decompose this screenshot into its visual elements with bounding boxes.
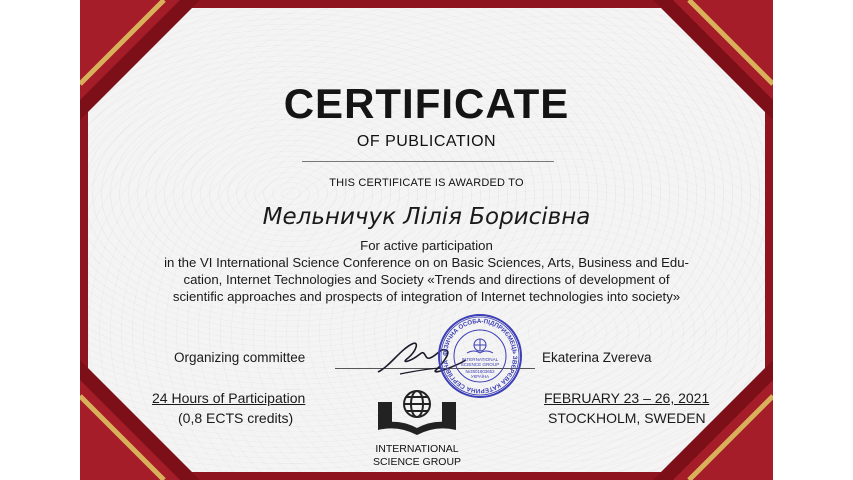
participation-description	[130, 237, 723, 305]
conference-dates: FEBRUARY 23 – 26, 2021	[544, 390, 710, 406]
title-divider	[302, 161, 554, 162]
description-line: in the VI International Science Conference on on Basic Sciences, Arts, Business and Edu-	[164, 255, 689, 270]
recipient-name: Мельничук Лілія Борисівна	[262, 204, 591, 230]
organization-name	[362, 443, 472, 469]
description-line: scientific approaches and prospects of integration of Internet technologies into society»	[172, 289, 681, 304]
stamp-country: УКРАЇНА	[470, 374, 490, 379]
conference-location: STOCKHOLM, SWEDEN	[548, 410, 706, 426]
organization-name-line1: INTERNATIONAL	[375, 443, 459, 455]
stamp-inner-line1: INTERNATIONAL	[461, 357, 499, 362]
certificate-subtitle: OF PUBLICATION	[356, 133, 497, 150]
ects-credits: (0,8 ECTS credits)	[178, 410, 294, 426]
awarded-to-text: THIS CERTIFICATE IS AWARDED TO	[329, 177, 524, 189]
description-line: cation, Internet Technologies and Society «Trends and directions of development of	[183, 272, 670, 287]
certificate-title: CERTIFICATE	[283, 80, 570, 127]
organization-name-line2: SCIENCE GROUP	[372, 456, 462, 468]
stamp-inner-line2: SCIENCE GROUP	[460, 362, 500, 367]
svg-text:ФІЗИЧНА ОСОБА-ПІДПРИЄМЕЦЬ ЗВЄР	[442, 318, 518, 394]
participation-hours: 24 Hours of Participation	[152, 390, 306, 406]
stamp-outer-text: ФІЗИЧНА ОСОБА-ПІДПРИЄМЕЦЬ ЗВЄРЄВА КАТЕРИНА СЕРГІЇВНА	[441, 317, 519, 395]
description-line: For active participation	[360, 238, 493, 253]
book-globe-logo-icon	[372, 386, 462, 440]
director-name: Ekaterina Zvereva	[542, 350, 652, 365]
stamp-number: №3501803652	[465, 369, 495, 374]
certificate	[80, 0, 773, 480]
organizing-committee-label: Organizing committee	[174, 350, 306, 365]
